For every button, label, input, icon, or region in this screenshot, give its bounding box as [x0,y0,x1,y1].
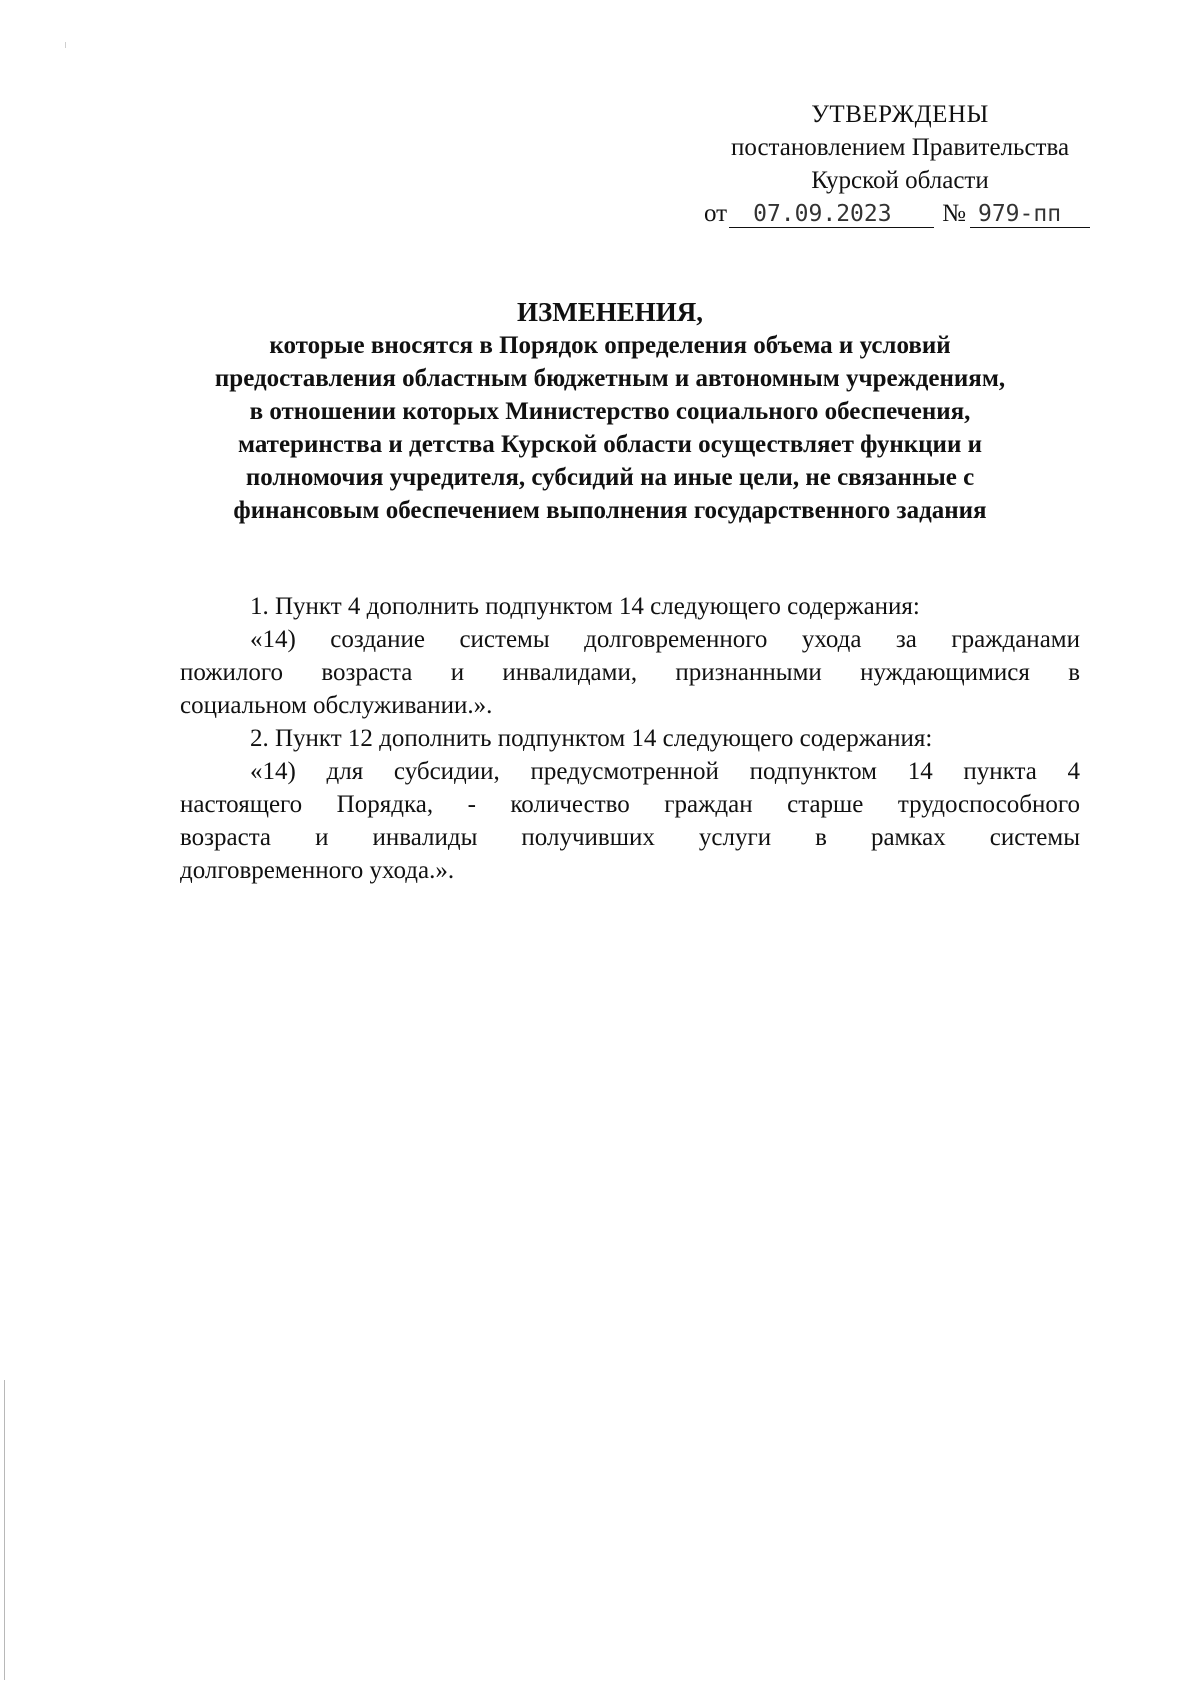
paragraph-4 [180,755,1080,887]
paragraph-3: 2. Пункт 12 дополнить подпунктом 14 следующего содержания: [250,725,933,752]
paragraph-2 [180,623,1080,722]
heading-title: ИЗМЕНЕНИЯ, [516,297,703,327]
heading-line: материнства и детства Курской области осуществляет функции и [237,431,983,458]
scan-edge-line [4,1380,5,1680]
paragraph-2-line: пожилого возраста и инвалидами, признанными нуждающимися в [180,659,1080,686]
heading-line: которые вносятся в Порядок определения объема и условий [269,332,951,359]
heading-line: финансовым обеспечением выполнения государственного задания [233,497,987,524]
document-body [180,590,1080,887]
paragraph-2-line: «14) создание системы долговременного ухода за гражданами [250,626,1080,653]
approval-line-1: постановлением Правительства [730,134,1070,161]
heading-line: в отношении которых Министерство социального обеспечения, [249,398,971,425]
number-sign: № [942,200,966,227]
approval-date-row [690,197,1110,230]
date-prefix: от [704,200,728,227]
paragraph-2-line: социальном обслуживании.». [180,692,493,719]
heading-line: предоставления областным бюджетным и автономным учреждениям, [214,365,1006,392]
approval-line-2: Курской области [811,167,989,194]
paragraph-4-line: возраста и инвалиды получивших услуги в рамках системы [180,824,1080,851]
approval-title: УТВЕРЖДЕНЫ [811,101,989,128]
paragraph-4-line: «14) для субсидии, предусмотренной подпунктом 14 пункта 4 [250,758,1080,785]
approval-block [690,98,1110,230]
paragraph-4-line: настоящего Порядка, - количество граждан старше трудоспособного [180,791,1080,818]
scan-mark [65,42,66,48]
heading-line: полномочия учредителя, субсидий на иные цели, не связанные с [245,464,975,491]
document-heading [160,296,1060,527]
approval-number: 979-пп [970,201,1090,228]
paragraph-4-line: долговременного ухода.». [180,857,455,884]
approval-date: 07.09.2023 [729,201,934,228]
paragraph-1: 1. Пункт 4 дополнить подпунктом 14 следующего содержания: [250,593,920,620]
